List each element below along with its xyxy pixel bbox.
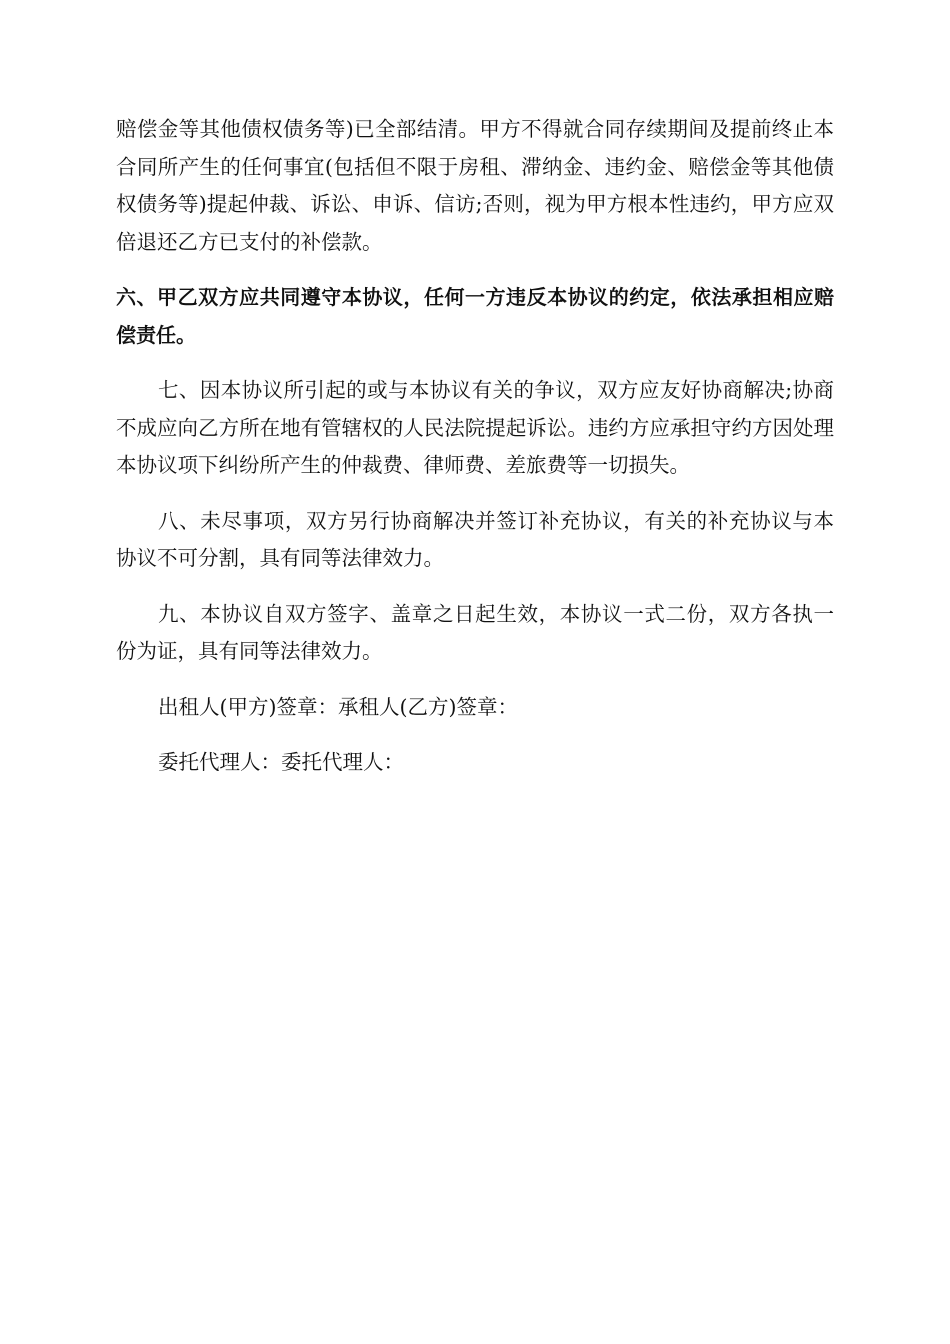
signature-line-agents: 委托代理人：委托代理人： [158,750,404,774]
document-body [116,111,834,800]
signature-line-parties: 出租人(甲方)签章：承租人(乙方)签章： [158,694,518,719]
paragraph-clause-8: 八、未尽事项，双方另行协商解决并签订补充协议，有关的补充协议与本协议不可分割，具有同等法律效力。 [116,508,834,570]
paragraph-continuation-clause-5: 赔偿金等其他债权债务等)已全部结清。甲方不得就合同存续期间及提前终止本合同所产生的任何事宜(包括但不限于房租、滞纳金、违约金、赔偿金等其他债权债务等)提起仲裁、诉讼、申诉、信访;否则，视为甲方根本性违约，甲方应双倍退还乙方已支付的补偿款。 [116,117,834,254]
paragraph-clause-9: 九、本协议自双方签字、盖章之日起生效，本协议一式二份，双方各执一份为证，具有同等法律效力。 [116,601,834,663]
paragraph-clause-6: 六、甲乙双方应共同遵守本协议，任何一方违反本协议的约定，依法承担相应赔偿责任。 [116,285,834,347]
paragraph-clause-7: 七、因本协议所引起的或与本协议有关的争议，双方应友好协商解决;协商不成应向乙方所在地有管辖权的人民法院提起诉讼。违约方应承担守约方因处理本协议项下纠纷所产生的仲裁费、律师费、差旅费等一切损失。 [116,378,834,477]
